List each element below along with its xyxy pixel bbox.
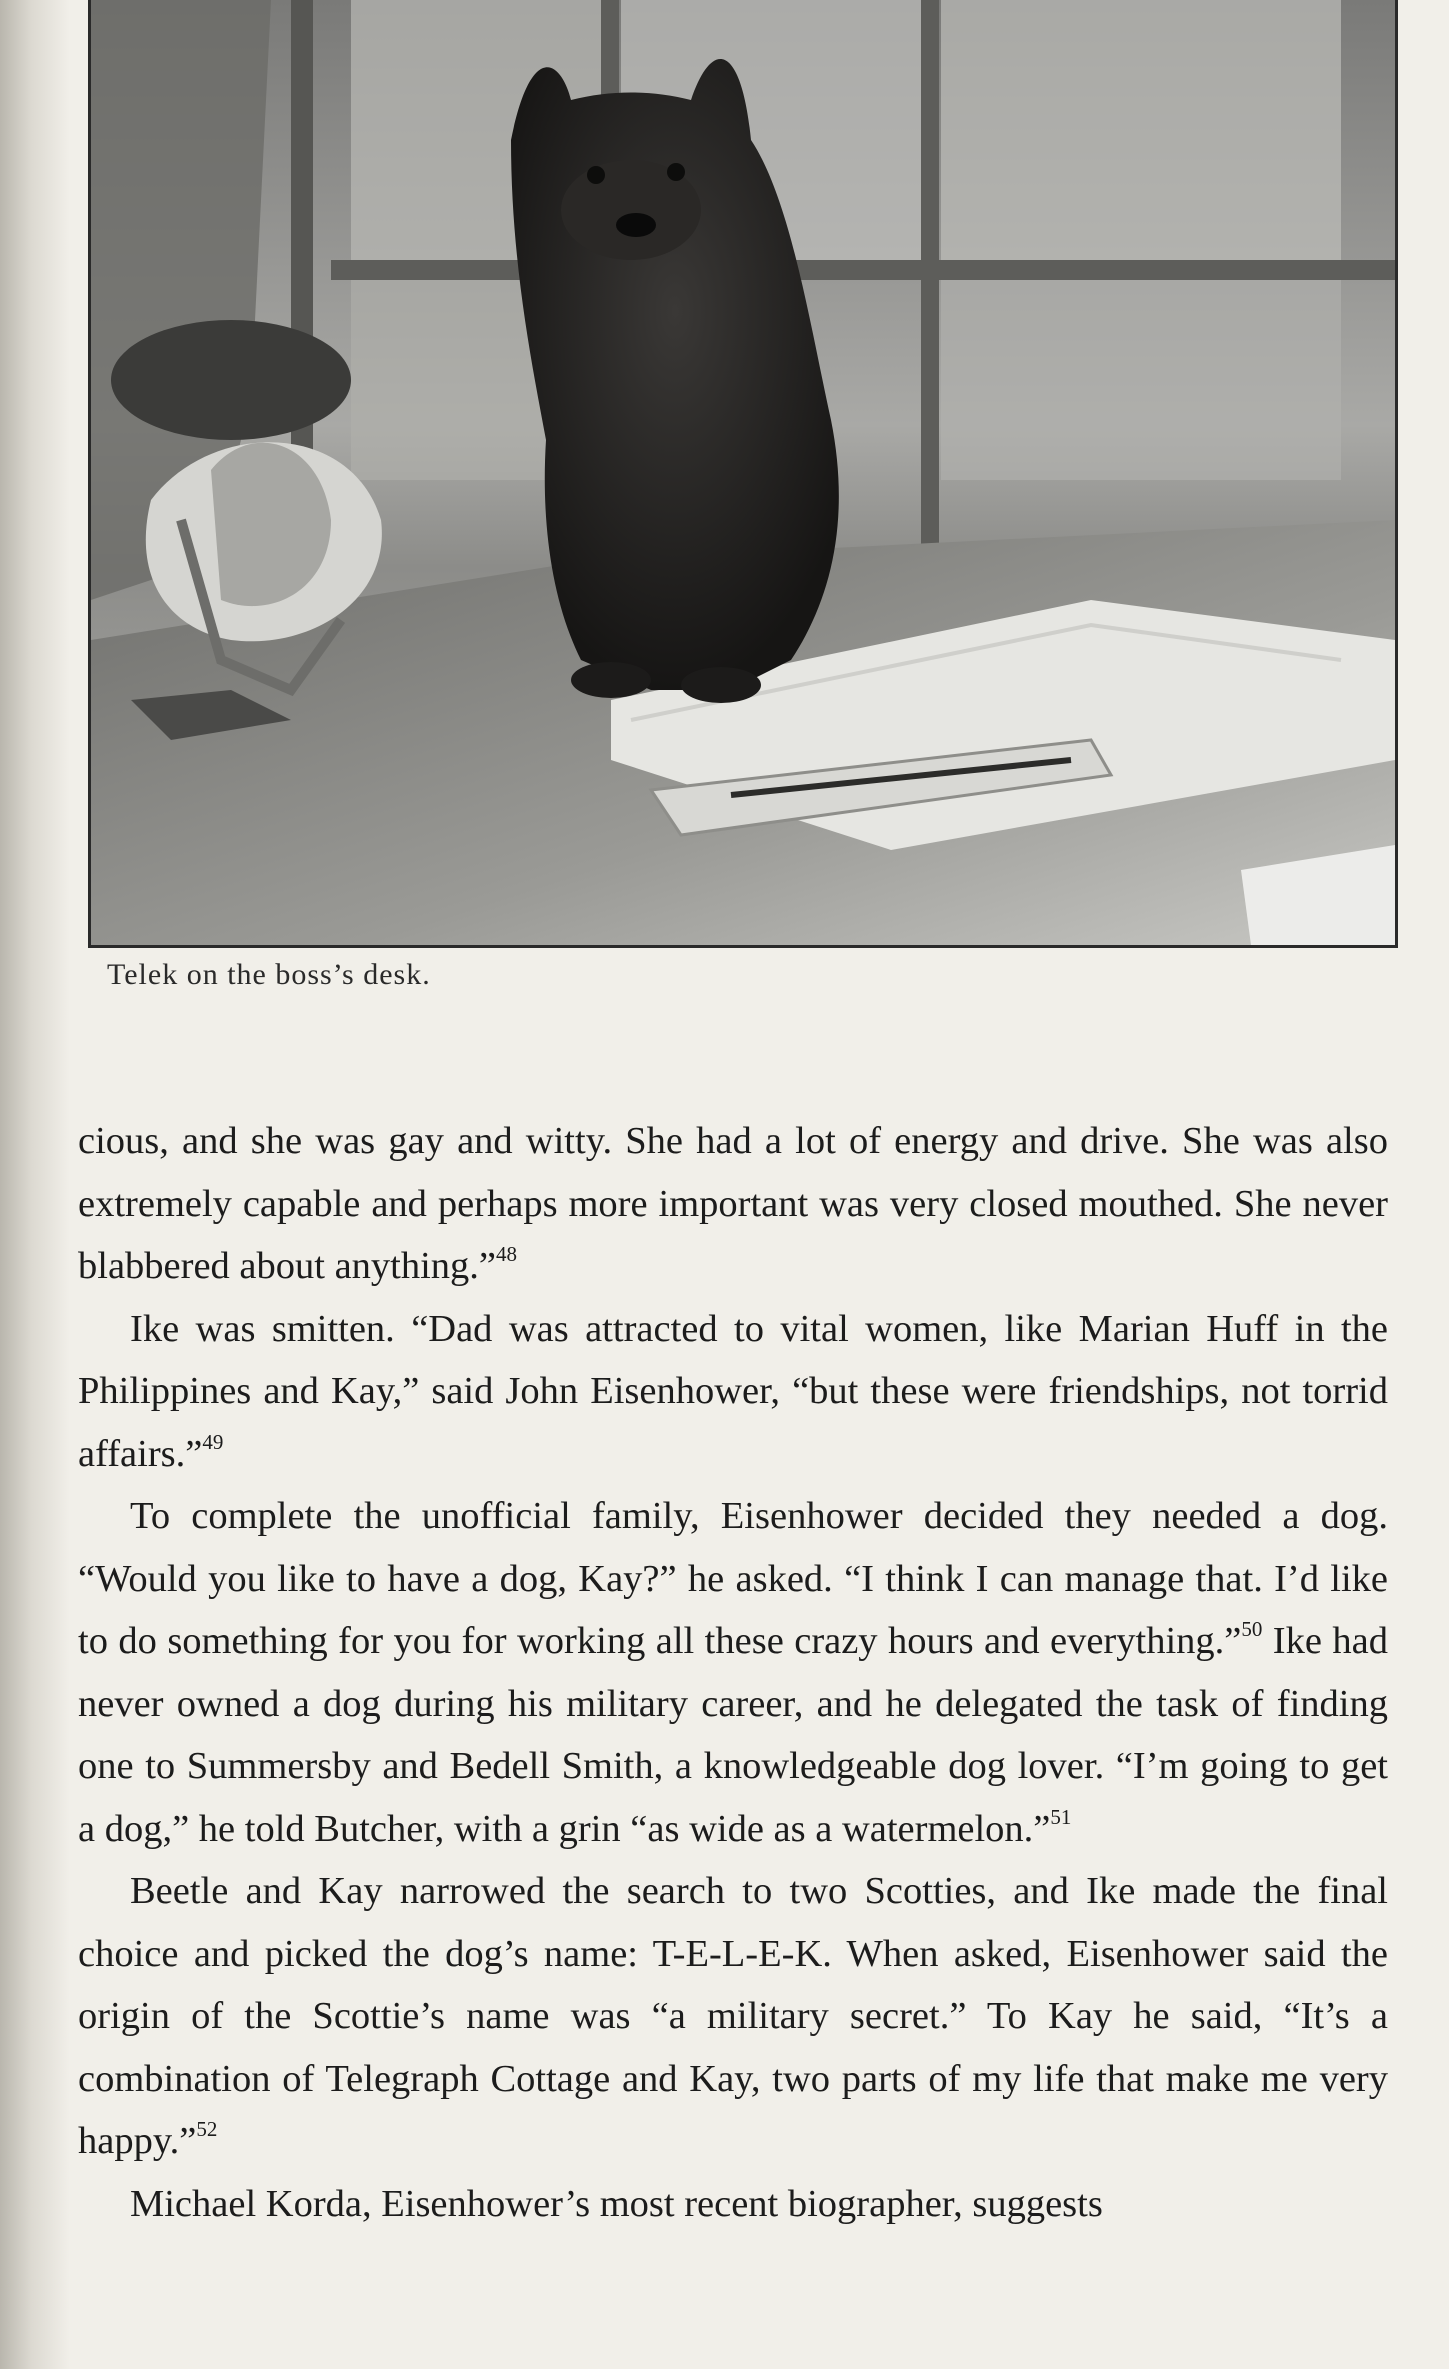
paragraph xyxy=(78,1110,1388,1298)
photo-caption: Telek on the boss’s desk. xyxy=(107,958,431,991)
paragraph-text: To complete the unofficial family, Eisenhower decided they needed a dog. “Would you like to have a dog, Kay?” he asked. “I think I can manage that. I’d like to do something for you for working all these crazy hours and everything.” xyxy=(78,1495,1388,1662)
body-text xyxy=(78,1110,1388,2235)
footnote-ref: 49 xyxy=(202,1429,224,1454)
paragraph xyxy=(78,1485,1388,1860)
footnote-ref: 48 xyxy=(496,1242,518,1266)
paragraph xyxy=(78,2173,1388,2236)
paragraph xyxy=(78,1860,1388,2173)
paragraph-text: cious, and she was gay and witty. She had a lot of energy and drive. She was also extremely capable and perhaps more important was very closed mouthed. She never blabbered about anything.” xyxy=(78,1120,1388,1287)
paragraph-text: Ike was smitten. “Dad was attracted to vital women, like Marian Huff in the Philippines and Kay,” said John Eisenhower, “but these were friendships, not torrid affairs.” xyxy=(78,1307,1388,1475)
photo-telek-on-desk xyxy=(88,0,1398,948)
page-gutter-shadow xyxy=(0,0,70,2369)
paragraph xyxy=(78,1298,1388,1486)
footnote-ref: 50 xyxy=(1241,1617,1263,1641)
footnote-ref: 52 xyxy=(196,2117,218,2141)
footnote-ref: 51 xyxy=(1050,1804,1072,1829)
paragraph-text: Ike had never owned a dog during his military career, and he delegated the task of finding one to Summersby and Bedell Smith, a knowledgeable dog lover. “I’m going to get a dog,” he told Butcher, with a grin “as wide as a watermelon.” xyxy=(78,1620,1388,1850)
paragraph-text: Michael Korda, Eisenhower’s most recent biographer, suggests xyxy=(130,2182,1103,2225)
paragraph-text: Beetle and Kay narrowed the search to two Scotties, and Ike made the final choice and picked the dog’s name: T-E-L-E-K. When asked, Eisenhower said the origin of the Scottie’s name was “a military secret.” To Kay he said, “It’s a combination of Telegraph Cottage and Kay, two parts of my life that make me very happy.” xyxy=(78,1870,1388,2162)
